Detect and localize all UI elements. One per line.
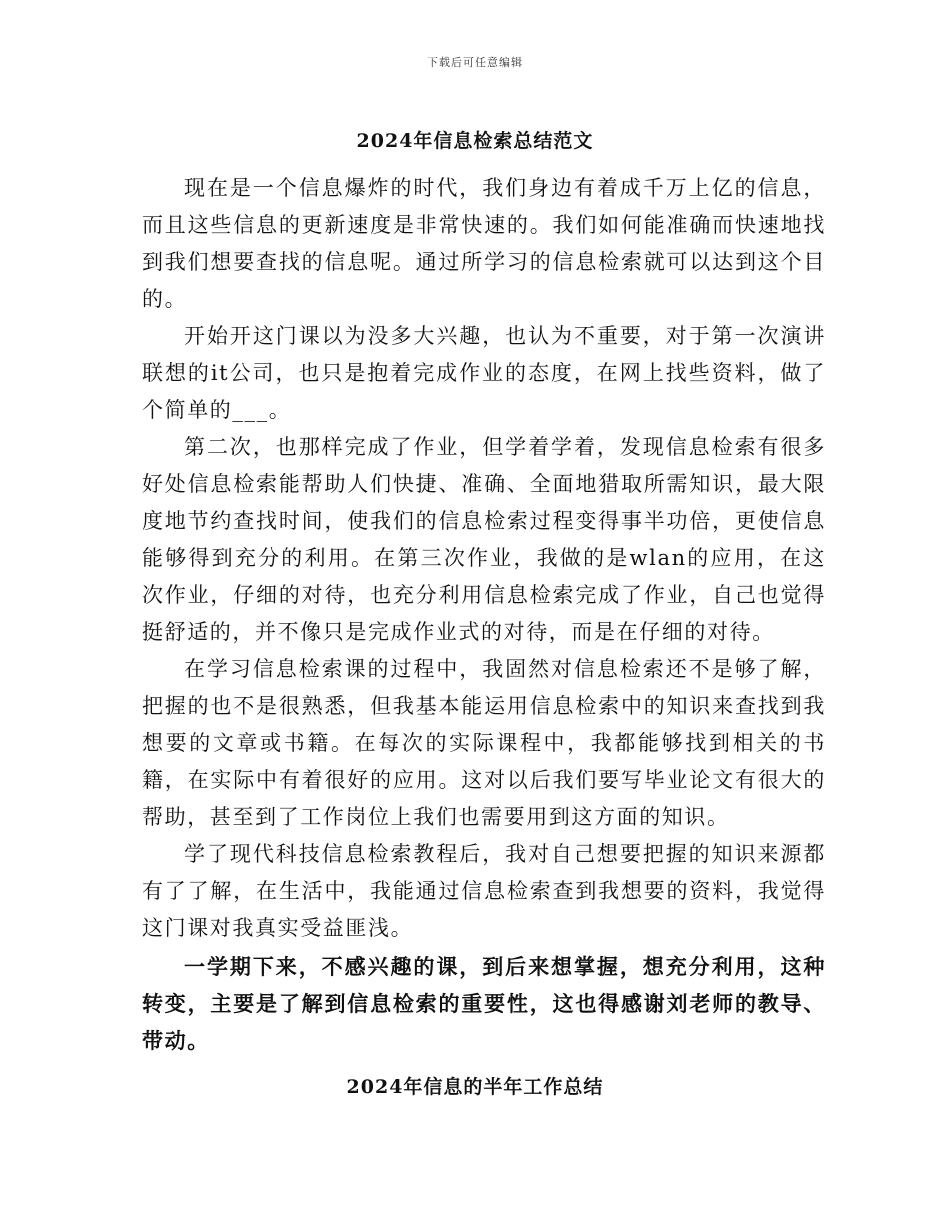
paragraph-5: 学了现代科技信息检索教程后，我对自己想要把握的知识来源都有了了解，在生活中，我能通过信息检索查到我想要的资料，我觉得这门课对我真实受益匪浅。 bbox=[142, 842, 826, 940]
paragraph-3: 第二次，也那样完成了作业，但学着学着，发现信息检索有很多好处信息检索能帮助人们快捷、准确、全面地猎取所需知识，最大限度地节约查找时间，使我们的信息检索过程变得事半功倍，更使信息能够得到充分的利用。在第三次作业，我做的是wlan的应用，在这次作业，仔细的对待，也充分利用信息检索完成了作业，自己也觉得挺舒适的，并不像只是完成作业式的对待，而是在仔细的对待。 bbox=[142, 435, 826, 644]
paragraph-1: 现在是一个信息爆炸的时代，我们身边有着成千万上亿的信息，而且这些信息的更新速度是非常快速的。我们如何能准确而快速地找到我们想要查找的信息呢。通过所学习的信息检索就可以达到这个目的。 bbox=[142, 176, 826, 311]
document-body bbox=[142, 170, 826, 1059]
paragraph-4: 在学习信息检索课的过程中，我固然对信息检索还不是够了解，把握的也不是很熟悉，但我基本能运用信息检索中的知识来查找到我想要的文章或书籍。在每次的实际课程中，我都能够找到相关的书籍，在实际中有着很好的应用。这对以后我们要写毕业论文有很大的帮助，甚至到了工作岗位上我们也需要用到这方面的知识。 bbox=[142, 657, 826, 829]
page-header-note: 下载后可任意编辑 bbox=[427, 56, 523, 69]
paragraph-6-conclusion: 一学期下来，不感兴趣的课，到后来想掌握，想充分利用，这种转变，主要是了解到信息检索的重要性，这也得感谢刘老师的教导、带动。 bbox=[142, 954, 826, 1053]
document-title: 2024年信息检索总结范文 bbox=[356, 130, 594, 152]
paragraph-2: 开始开这门课以为没多大兴趣，也认为不重要，对于第一次演讲联想的it公司，也只是抱着完成作业的态度，在网上找些资料，做了个简单的___。 bbox=[142, 324, 826, 422]
next-section-title: 2024年信息的半年工作总结 bbox=[346, 1076, 604, 1098]
